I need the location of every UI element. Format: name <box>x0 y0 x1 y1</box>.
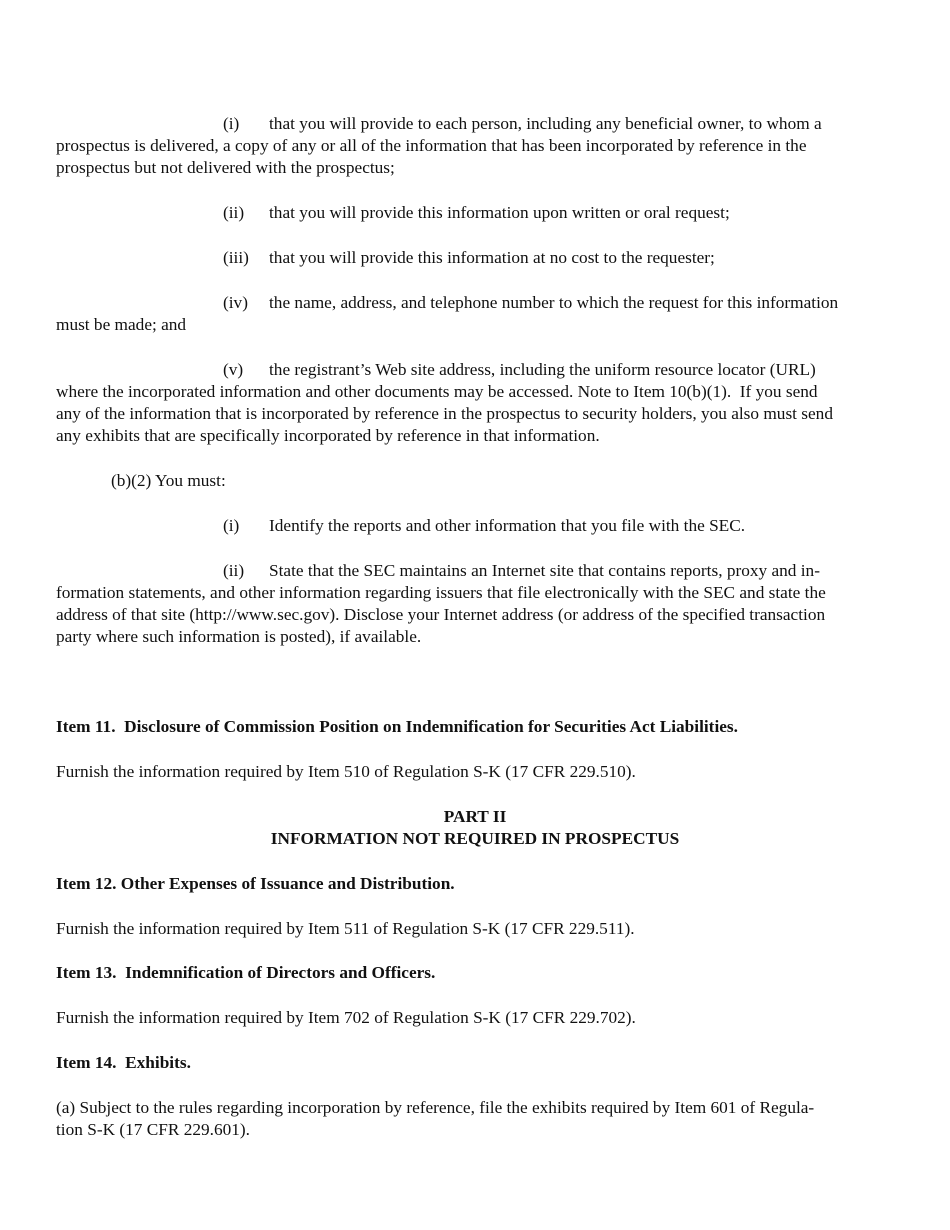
clause-text: that you will provide to each person, including any beneficial owner, to whom a <box>269 114 822 133</box>
item-11-heading: Item 11. Disclosure of Commission Position on Indemnification for Securities Act Liabilities. <box>56 717 738 736</box>
item-11-body: Furnish the information required by Item 510 of Regulation S-K (17 CFR 229.510). <box>56 762 636 781</box>
item-14-heading: Item 14. Exhibits. <box>56 1053 191 1072</box>
clause-i-first-line <box>223 113 822 135</box>
clause-text: that you will provide this information upon written or oral request; <box>269 203 730 222</box>
b2-clause-ii-line2: formation statements, and other information regarding issuers that file electronically with the SEC and state the <box>56 583 826 602</box>
section-b2-heading: (b)(2) You must: <box>111 471 226 490</box>
item-14-a-line1: (a) Subject to the rules regarding incorporation by reference, file the exhibits required by Item 601 of Regula- <box>56 1098 815 1117</box>
clause-i-line2: prospectus is delivered, a copy of any or all of the information that has been incorporated by reference in the <box>56 136 807 155</box>
clause-iv-line2: must be made; and <box>56 315 187 334</box>
item-12-body: Furnish the information required by Item 511 of Regulation S-K (17 CFR 229.511). <box>56 919 635 938</box>
item-13-body: Furnish the information required by Item 702 of Regulation S-K (17 CFR 229.702). <box>56 1008 636 1027</box>
item-14-a-line2: tion S-K (17 CFR 229.601). <box>56 1120 250 1139</box>
clause-number: (iv) <box>223 293 248 312</box>
clause-iv-first-line <box>223 292 838 314</box>
clause-ii <box>223 202 730 224</box>
clause-v-line2: where the incorporated information and other documents may be accessed. Note to Item 10(b)(1). If you send <box>56 382 818 401</box>
clause-number: (v) <box>223 360 244 379</box>
clause-text: the registrant’s Web site address, including the uniform resource locator (URL) <box>269 360 816 379</box>
b2-clause-ii-line4: party where such information is posted), if available. <box>56 627 422 646</box>
b2-clause-ii-first-line <box>223 560 820 582</box>
item-12-heading: Item 12. Other Expenses of Issuance and Distribution. <box>56 874 455 893</box>
clause-v-line4: any exhibits that are specifically incorporated by reference in that information. <box>56 426 600 445</box>
clause-number: (iii) <box>223 248 249 267</box>
clause-i-line3: prospectus but not delivered with the prospectus; <box>56 158 395 177</box>
clause-number: (i) <box>223 516 240 535</box>
clause-v-first-line <box>223 359 816 381</box>
clause-text: that you will provide this information at no cost to the requester; <box>269 248 715 267</box>
part-ii-subtitle: INFORMATION NOT REQUIRED IN PROSPECTUS <box>270 829 680 848</box>
b2-clause-ii-line3: address of that site (http://www.sec.gov). Disclose your Internet address (or address of the specified transaction <box>56 605 826 624</box>
clause-text: State that the SEC maintains an Internet site that contains reports, proxy and in- <box>269 561 820 580</box>
clause-v-line3: any of the information that is incorporated by reference in the prospectus to security holders, you also must send <box>56 404 833 423</box>
clause-number: (i) <box>223 114 240 133</box>
clause-number: (ii) <box>223 561 245 580</box>
clause-iii <box>223 247 715 269</box>
part-ii-title: PART II <box>443 807 507 826</box>
clause-text: the name, address, and telephone number to which the request for this information <box>269 293 839 312</box>
clause-text: Identify the reports and other information that you file with the SEC. <box>269 516 746 535</box>
b2-clause-i <box>223 515 745 537</box>
clause-number: (ii) <box>223 203 245 222</box>
item-13-heading: Item 13. Indemnification of Directors and Officers. <box>56 963 436 982</box>
